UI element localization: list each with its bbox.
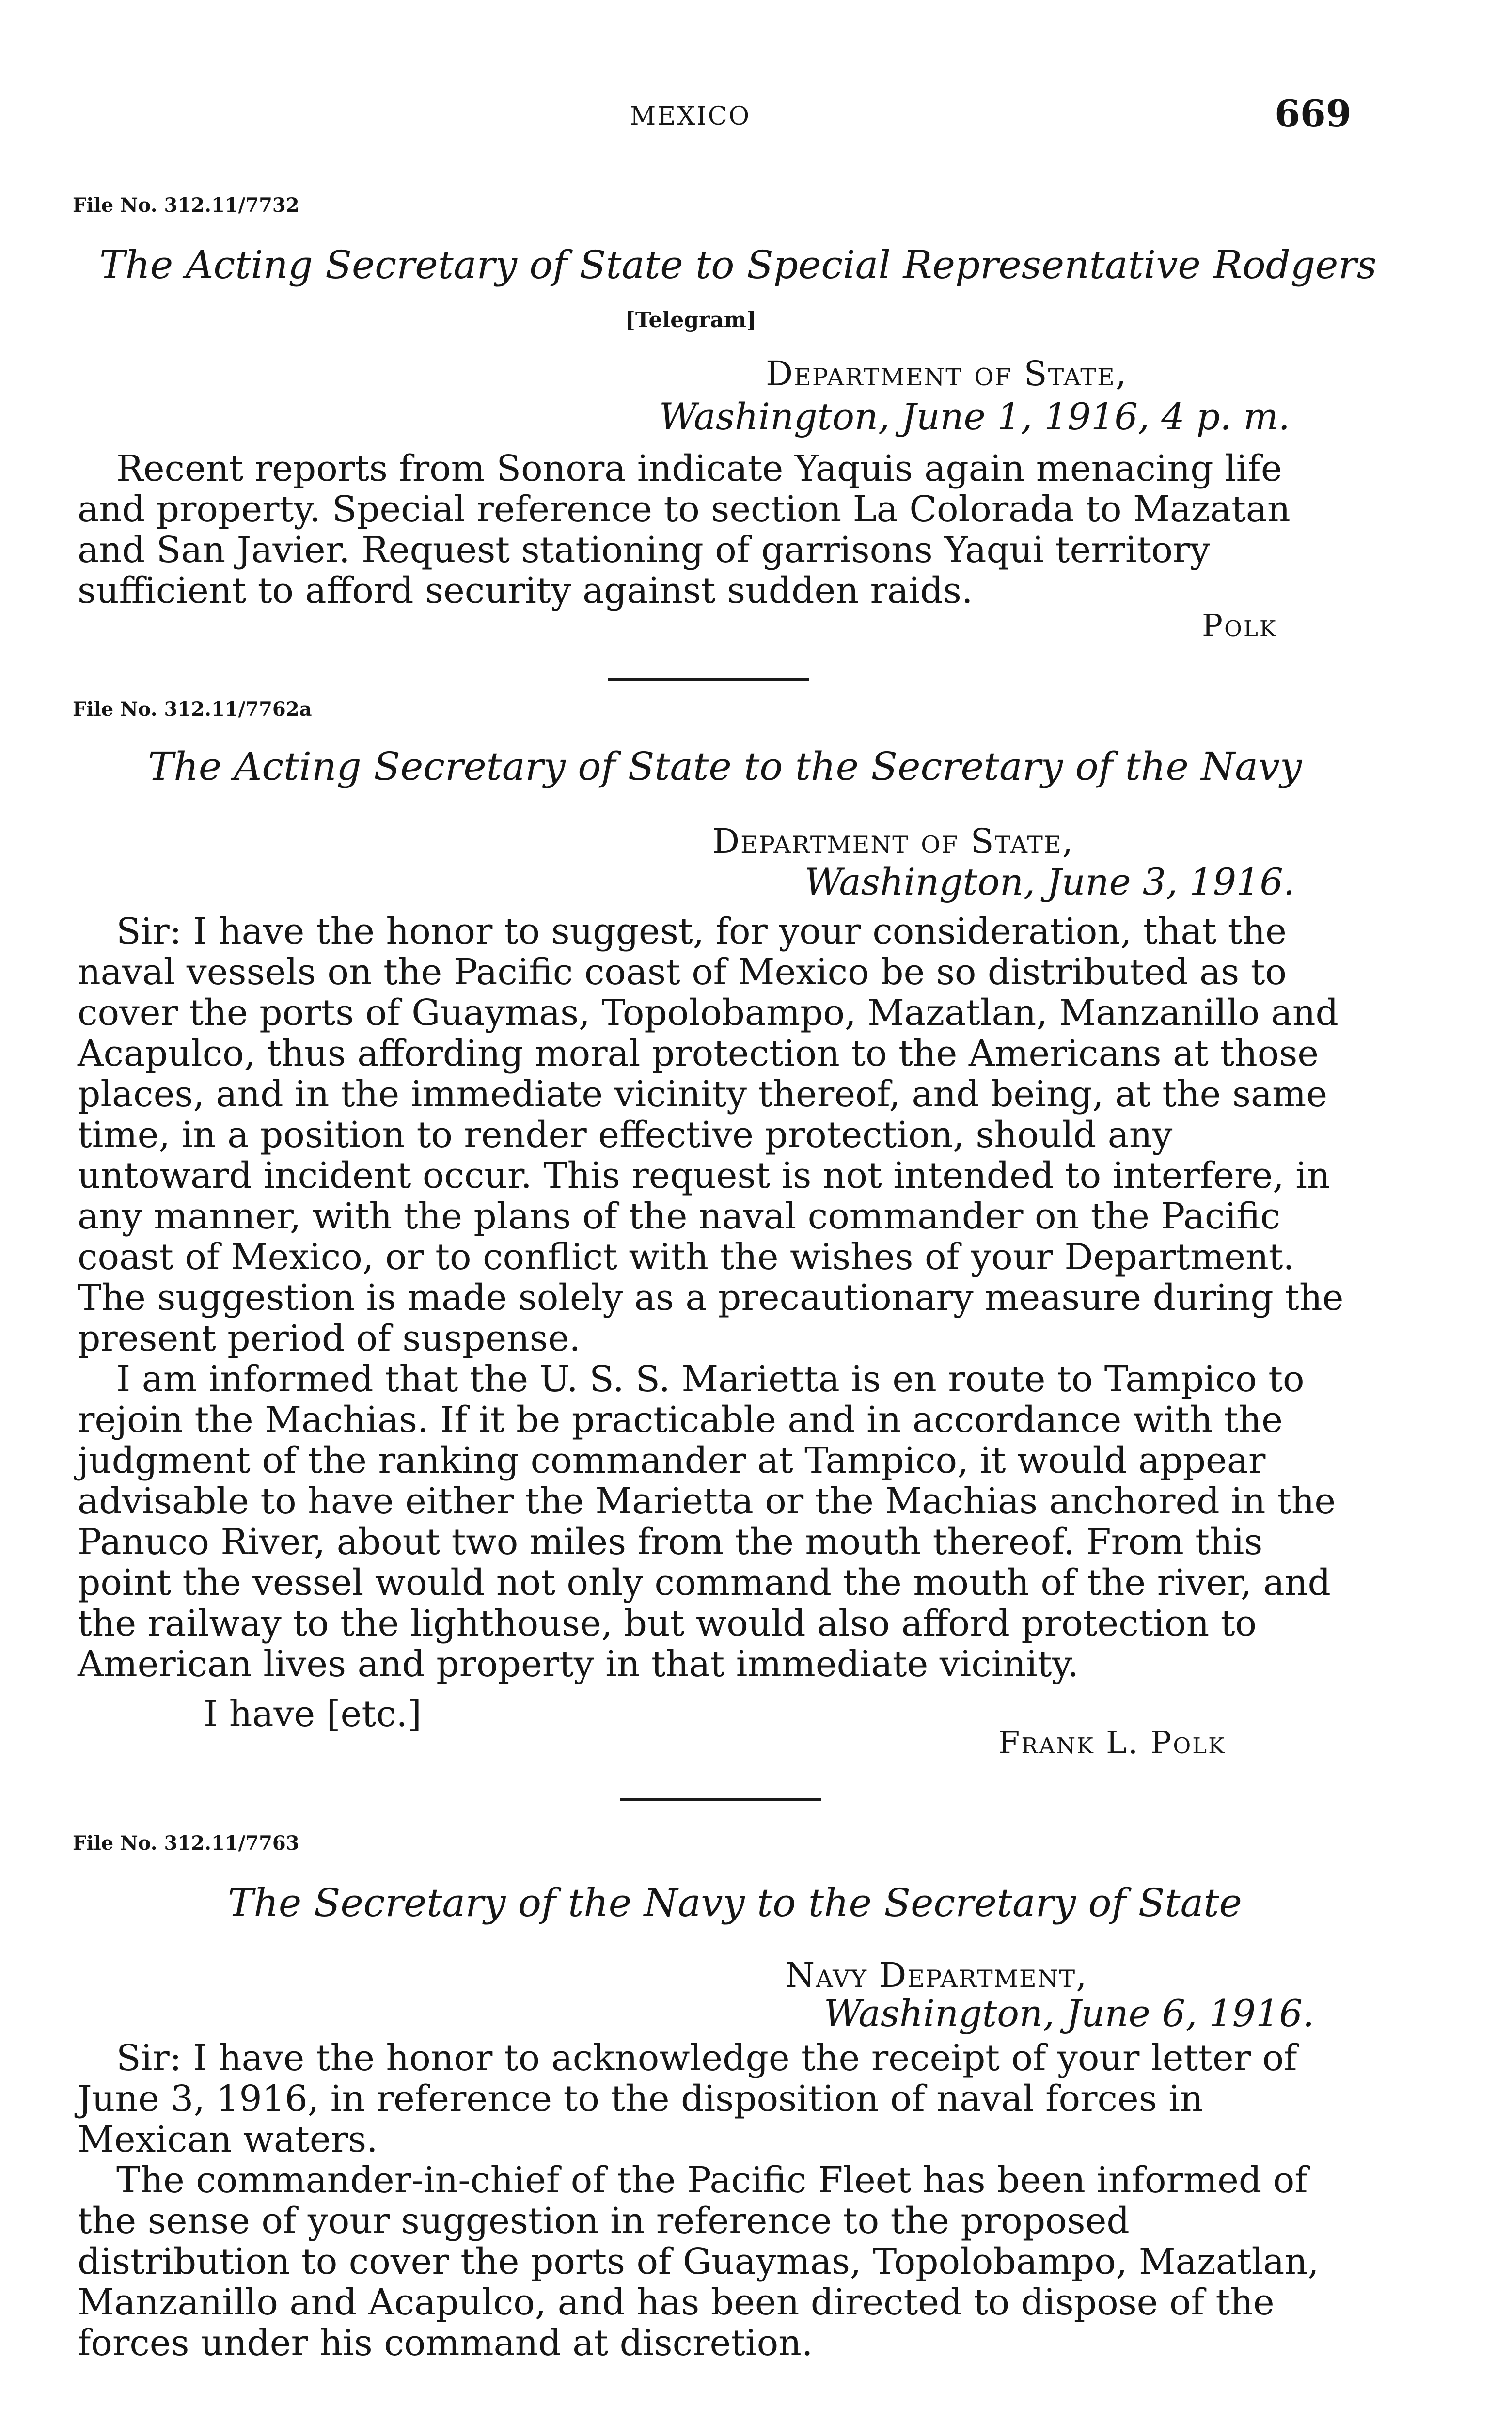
- telegram-note: [Telegram]: [625, 308, 757, 332]
- paragraph: Recent reports from Sonora indicate Yaquis again menacing life and property. Special reference to section La Colorada to Mazatan and San Javier. Request stationing of garrisons Yaqui territory sufficient to afford security against sudden raids.: [78, 448, 1291, 612]
- document-title: The Acting Secretary of State to Special Representative Rodgers: [99, 242, 1377, 287]
- paragraph: Sir: I have the honor to suggest, for your consideration, that the naval vessels on the Pacific coast of Mexico be so distributed as to cover the ports of Guaymas, Topolobampo, Mazatlan, Manzanillo and Acapulco, thus affording moral protection to the Americans at those places, and in the immediate vicinity thereof, and being, at the same time, in a position to render effective protection, should any untoward incident occur. This request is not intended to interfere, in any manner, with the plans of the naval commander on the Pacific coast of Mexico, or to conflict with the wishes of your Department. The suggestion is made solely as a precautionary measure during the present period of suspense.: [78, 911, 1344, 1359]
- document-body: [78, 911, 1352, 1684]
- document-title: The Secretary of the Navy to the Secretary of State: [228, 1880, 1242, 1925]
- office-name: Department of State,: [766, 354, 1128, 393]
- paragraph: I am informed that the U. S. S. Marietta is en route to Tampico to rejoin the Machias. If it be practicable and in accordance with the judgment of the ranking commander at Tampico, it would appear advisable to have either the Marietta or the Machias anchored in the Panuco River, about two miles from the mouth thereof. From this point the vessel would not only command the mouth of the river, and the railway to the lighthouse, but would also afford protection to American lives and property in that immediate vicinity.: [78, 1358, 1336, 1685]
- dateline: Washington, June 6, 1916.: [824, 1992, 1314, 2035]
- document-body: [78, 2038, 1352, 2363]
- document-title: The Acting Secretary of State to the Secretary of the Navy: [148, 744, 1302, 789]
- paragraph: Sir: I have the honor to acknowledge the receipt of your letter of June 3, 1916, in reference to the disposition of naval forces in Mexican waters.: [78, 2037, 1297, 2160]
- office-name: Department of State,: [712, 821, 1074, 861]
- section-divider: [608, 678, 809, 681]
- paragraph: The commander-in-chief of the Pacific Fleet has been informed of the sense of your suggestion in reference to the proposed distribution to cover the ports of Guaymas, Topolobampo, Mazatlan, Manzanillo and Acapulco, and has been directed to dispose of the forces under his command at discretion.: [78, 2159, 1319, 2364]
- office-name: Navy Department,: [785, 1955, 1088, 1995]
- dateline: Washington, June 1, 1916, 4 p. m.: [659, 395, 1290, 438]
- signature: Polk: [1202, 608, 1277, 644]
- file-number: File No. 312.11/7763: [73, 1832, 299, 1855]
- document-body: [78, 448, 1352, 611]
- running-title: MEXICO: [630, 102, 751, 131]
- file-number: File No. 312.11/7762a: [73, 698, 312, 721]
- closing: I have [etc.]: [204, 1693, 422, 1735]
- section-divider: [620, 1798, 821, 1801]
- dateline: Washington, June 3, 1916.: [804, 860, 1295, 903]
- file-number: File No. 312.11/7732: [73, 194, 299, 217]
- signature: Frank L. Polk: [998, 1725, 1226, 1761]
- page-number: 669: [1275, 92, 1352, 135]
